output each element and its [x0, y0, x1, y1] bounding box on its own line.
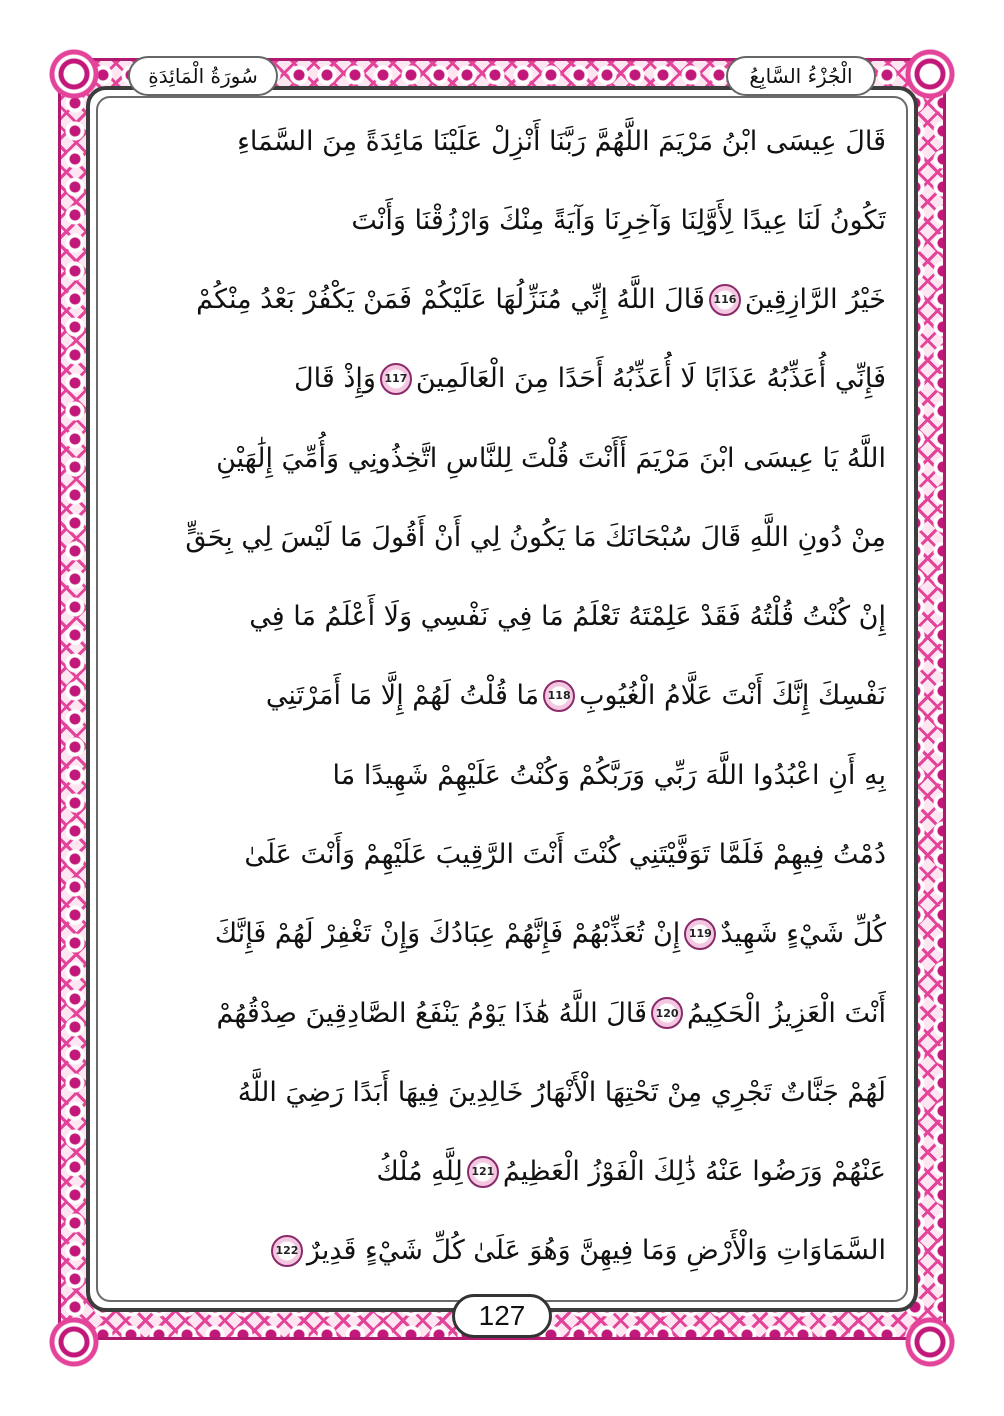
corner-ornament-bottom-left — [44, 1312, 104, 1372]
verse-text: فَإِنِّي أُعَذِّبُهُ عَذَابًا لَا أُعَذِّبُهُ أَحَدًا مِنَ الْعَالَمِينَ — [415, 363, 886, 395]
ayah-number-marker: 122 — [271, 1235, 303, 1267]
ayah-number-marker: 120 — [651, 997, 683, 1029]
verse-text: اللَّهُ يَا عِيسَى ابْنَ مَرْيَمَ أَأَنْتَ قُلْتَ لِلنَّاسِ اتَّخِذُونِي وَأُمِّيَ إِلَٰهَيْنِ — [216, 442, 886, 474]
page-number: 127 — [452, 1294, 552, 1338]
verse-text: إِنْ كُنْتُ قُلْتُهُ فَقَدْ عَلِمْتَهُ تَعْلَمُ مَا فِي نَفْسِي وَلَا أَعْلَمُ مَا فِي — [249, 601, 886, 633]
text-line — [118, 427, 886, 489]
text-line — [118, 586, 886, 648]
text-line — [118, 1220, 886, 1282]
text-line — [118, 1061, 886, 1123]
verse-text: دُمْتُ فِيهِمْ فَلَمَّا تَوَفَّيْتَنِي كُنْتَ أَنْتَ الرَّقِيبَ عَلَيْهِمْ وَأَنْتَ عَلَىٰ — [244, 839, 886, 871]
juz-label: الْجُزْءُ السَّابِعُ — [726, 56, 876, 96]
text-line — [118, 824, 886, 886]
quran-text-body — [118, 110, 886, 1282]
verse-text: مَا قُلْتُ لَهُمْ إِلَّا مَا أَمَرْتَنِي — [265, 680, 540, 712]
ayah-number-marker: 118 — [543, 680, 575, 712]
verse-text: إِنْ تُعَذِّبْهُمْ فَإِنَّهُمْ عِبَادُكَ وَإِنْ تَغْفِرْ لَهُمْ فَإِنَّكَ — [214, 918, 681, 950]
verse-text: قَالَ اللَّهُ إِنِّي مُنَزِّلُهَا عَلَيْكُمْ فَمَنْ يَكْفُرْ بَعْدُ مِنْكُمْ — [196, 284, 705, 316]
text-line — [118, 348, 886, 410]
text-line — [118, 506, 886, 568]
text-line — [118, 744, 886, 806]
verse-text: كُلِّ شَيْءٍ شَهِيدٌ — [720, 918, 886, 950]
text-line — [118, 665, 886, 727]
text-line — [118, 1141, 886, 1203]
verse-text: قَالَ اللَّهُ هَٰذَا يَوْمُ يَنْفَعُ الصَّادِقِينَ صِدْقُهُمْ — [216, 997, 648, 1029]
verse-text: لَهُمْ جَنَّاتٌ تَجْرِي مِنْ تَحْتِهَا الْأَنْهَارُ خَالِدِينَ فِيهَا أَبَدًا رَضِيَ اللَّهُ — [237, 1076, 886, 1108]
ayah-number-marker: 116 — [709, 284, 741, 316]
text-line — [118, 189, 886, 251]
verse-text: قَالَ عِيسَى ابْنُ مَرْيَمَ اللَّهُمَّ رَبَّنَا أَنْزِلْ عَلَيْنَا مَائِدَةً مِنَ السَّمَاءِ — [237, 125, 886, 157]
verse-text: لِلَّهِ مُلْكُ — [376, 1156, 463, 1188]
verse-text: أَنْتَ الْعَزِيزُ الْحَكِيمُ — [687, 997, 886, 1029]
verse-text: عَنْهُمْ وَرَضُوا عَنْهُ ذَٰلِكَ الْفَوْزُ الْعَظِيمُ — [502, 1156, 886, 1188]
verse-text: بِهِ أَنِ اعْبُدُوا اللَّهَ رَبِّي وَرَبَّكُمْ وَكُنْتُ عَلَيْهِمْ شَهِيدًا مَا — [332, 759, 886, 791]
ayah-number-marker: 119 — [684, 918, 716, 950]
ayah-number-marker: 117 — [380, 363, 412, 395]
verse-text: مِنْ دُونِ اللَّهِ قَالَ سُبْحَانَكَ مَا يَكُونُ لِي أَنْ أَقُولَ مَا لَيْسَ لِي بِحَقٍّ — [185, 521, 886, 553]
text-line — [118, 982, 886, 1044]
verse-text: خَيْرُ الرَّازِقِينَ — [744, 284, 886, 316]
surah-label: سُورَةُ الْمَائِدَةِ — [128, 56, 278, 96]
verse-text: السَّمَاوَاتِ وَالْأَرْضِ وَمَا فِيهِنَّ وَهُوَ عَلَىٰ كُلِّ شَيْءٍ قَدِيرٌ — [306, 1235, 886, 1267]
verse-text: تَكُونُ لَنَا عِيدًا لِأَوَّلِنَا وَآخِرِنَا وَآيَةً مِنْكَ وَارْزُقْنَا وَأَنْتَ — [351, 204, 886, 236]
ayah-number-marker: 121 — [467, 1156, 499, 1188]
verse-text: وَإِذْ قَالَ — [293, 363, 376, 395]
text-line — [118, 110, 886, 172]
verse-text: نَفْسِكَ إِنَّكَ أَنْتَ عَلَّامُ الْغُيُوبِ — [579, 680, 886, 712]
corner-ornament-bottom-right — [900, 1312, 960, 1372]
text-line — [118, 903, 886, 965]
text-line — [118, 269, 886, 331]
